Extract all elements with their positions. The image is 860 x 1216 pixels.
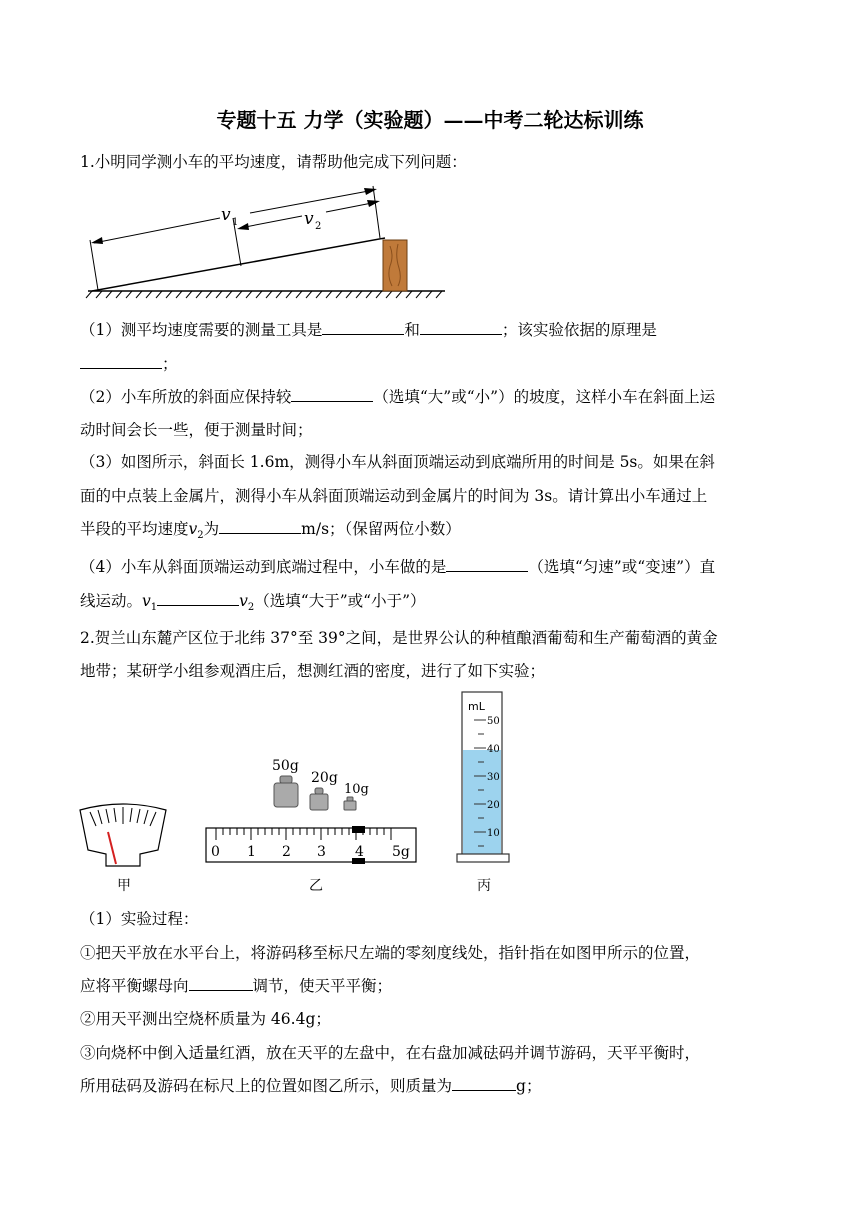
q1-part3-cont: 面的中点装上金属片，测得小车从斜面顶端运动到金属片的时间为 3s。请计算出小车通过上 [80, 487, 708, 505]
q2-stem-cont: 地带；某研学小组参观酒庄后，想测红酒的密度，进行了如下实验； [80, 662, 546, 680]
weights-ruler-figure [204, 752, 424, 866]
answer-blank[interactable] [189, 974, 253, 991]
q2-step3: ③向烧杯中倒入适量红酒，放在天平的左盘中，在右盘加减砝码并调节游码，天平平衡时， [80, 1044, 701, 1062]
q1-part1: （1）测平均速度需要的测量工具是 和 ；该实验依据的原理是 [80, 318, 780, 340]
q2-step3-cont: 所用砝码及游码在标尺上的位置如图乙所示，则质量为 g； [80, 1074, 780, 1096]
svg-text:4: 4 [355, 844, 364, 860]
svg-text:2: 2 [315, 221, 322, 232]
svg-text:20: 20 [487, 800, 500, 811]
q1-part2: （2）小车所放的斜面应保持较 （选填“大”或“小”）的坡度，这样小车在斜面上运 [80, 385, 780, 407]
page-title: 专题十五 力学（实验题）——中考二轮达标训练 [216, 108, 644, 132]
svg-text:2: 2 [282, 844, 291, 860]
q1-part4-cont: 线运动。$v_1$ $v_2$（选填“大于”或“小于”） [80, 589, 780, 613]
incline-figure [80, 180, 450, 300]
answer-blank[interactable] [157, 589, 239, 606]
answer-blank[interactable] [420, 318, 502, 335]
q2-step2: ②用天平测出空烧杯质量为 46.4g； [80, 1010, 331, 1028]
figure-caption-a: 甲 [117, 878, 131, 894]
q1-part2-cont: 动时间会长一些，便于测量时间； [80, 421, 313, 439]
svg-text:10: 10 [487, 828, 500, 839]
svg-text:1: 1 [232, 217, 239, 228]
q1-part4: （4）小车从斜面顶端运动到底端过程中，小车做的是 （选填“匀速”或“变速”）直 [80, 555, 780, 577]
measuring-cylinder-figure [456, 690, 514, 868]
figure-caption-c: 丙 [477, 878, 491, 894]
svg-text:3: 3 [317, 844, 326, 860]
v2-label: v [304, 209, 314, 229]
q2-step-title: （1）实验过程： [80, 910, 199, 928]
answer-blank[interactable] [80, 352, 162, 369]
balance-pointer-figure [78, 802, 168, 870]
svg-text:50: 50 [487, 716, 500, 727]
svg-text:5g: 5g [392, 844, 410, 860]
answer-blank[interactable] [446, 555, 528, 572]
v1-label: v [221, 205, 231, 225]
figure-caption-b: 乙 [309, 878, 323, 894]
q2-step1-cont: 应将平衡螺母向 调节，使天平平衡； [80, 974, 780, 996]
svg-text:30: 30 [487, 772, 500, 783]
q1-stem: 1.小明同学测小车的平均速度，请帮助他完成下列问题： [80, 153, 467, 171]
answer-blank[interactable] [322, 318, 404, 335]
q2-stem: 2.贺兰山东麓产区位于北纬 37°至 39°之间，是世界公认的种植酿酒葡萄和生产葡萄酒的黄金 [80, 629, 718, 647]
answer-blank[interactable] [219, 517, 301, 534]
svg-text:50g: 50g [272, 758, 299, 774]
svg-text:40: 40 [487, 744, 500, 755]
q1-part1-cont: ； [80, 352, 780, 374]
svg-text:20g: 20g [311, 770, 338, 786]
answer-blank[interactable] [291, 385, 373, 402]
svg-text:mL: mL [468, 700, 485, 713]
svg-text:1: 1 [247, 844, 256, 860]
svg-text:10g: 10g [344, 782, 369, 797]
q1-part3: （3）如图所示，斜面长 1.6m，测得小车从斜面顶端运动到底端所用的时间是 5s。如果在斜 [80, 453, 715, 471]
answer-blank[interactable] [452, 1074, 516, 1091]
q1-part3-cont2: 半段的平均速度$v_2$为 m/s；（保留两位小数） [80, 517, 780, 541]
q2-step1: ①把天平放在水平台上，将游码移至标尺左端的零刻度线处，指针指在如图甲所示的位置， [80, 944, 701, 962]
svg-text:0: 0 [211, 844, 220, 860]
